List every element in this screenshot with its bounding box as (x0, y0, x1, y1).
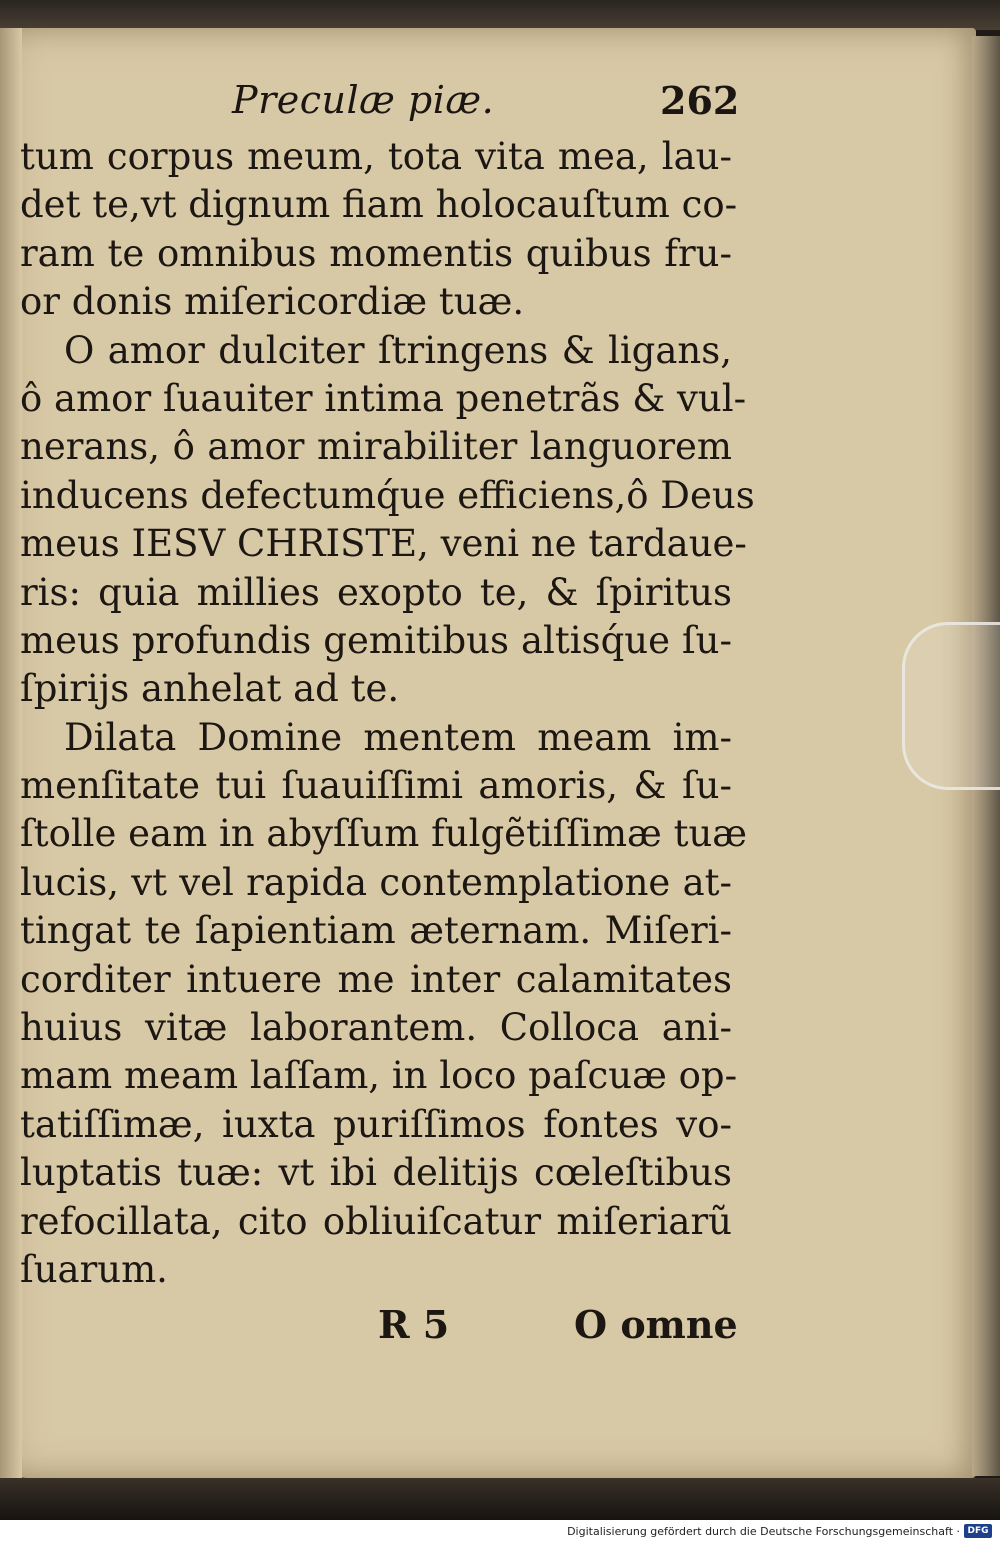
text-line: ram te omnibus momentis quibus fru- (20, 231, 732, 275)
page-clip (902, 622, 1000, 790)
dfg-credit (567, 1524, 992, 1538)
text-line: corditer intuere me inter calamitates (20, 957, 732, 1001)
text-line: refocillata, cito obliuiſcatur miſeriarũ (20, 1199, 732, 1243)
book-top-edge (0, 0, 1000, 30)
text-line: huius vitæ laborantem. Colloca ani- (20, 1006, 732, 1050)
text-line: det te,vt dignum fiam holocauſtum co- (20, 183, 738, 227)
running-head: Preculæ piæ. (232, 78, 495, 122)
text-line: or donis miſericordiæ tuæ. (20, 280, 525, 324)
text-line: inducens defectumq́ue efficiens,ô Deus (20, 473, 755, 517)
text-line: tum corpus meum, tota vita mea, lau- (20, 135, 732, 178)
text-line: meus profundis gemitibus altisq́ue ſu- (20, 618, 732, 662)
digitization-credit-bar (0, 1520, 1000, 1543)
credit-text: Digitalisierung gefördert durch die Deutsche Forschungsgemeinschaft · (567, 1524, 960, 1538)
text-line: ſtolle eam in abyſſum fulgẽtiſſimæ tuæ (20, 812, 748, 856)
text-line: O amor dulciter ſtringens & ligans, (64, 328, 732, 372)
text-line: ô amor ſuauiter intima penetrãs & vul- (20, 376, 747, 420)
page-footer (0, 1302, 1000, 1352)
text-line: ris: quia millies exopto te, & ſpiritus (20, 570, 732, 614)
text-line: mam meam laſſam, in loco paſcuæ op- (20, 1054, 738, 1098)
signature-mark: R 5 (378, 1302, 450, 1347)
book-gutter (0, 28, 22, 1478)
text-line: tatiſſimæ, iuxta puriſſimos fontes vo- (20, 1102, 732, 1146)
page-header (0, 78, 1000, 128)
text-line: luptatis tuæ: vt ibi delitijs cœleſtibus (20, 1151, 732, 1195)
text-line: meus IESV CHRISTE, veni ne tardaue- (20, 522, 747, 566)
page-number: 262 (660, 78, 740, 123)
text-line: menſitate tui ſuauiſſimi amoris, & ſu- (20, 764, 732, 808)
catchword: O omne (574, 1302, 738, 1347)
text-line: tingat te ſapientiam æternam. Miſeri- (20, 909, 732, 953)
book-bottom-edge (0, 1478, 1000, 1520)
text-line: lucis, vt vel rapida contemplatione at- (20, 860, 732, 904)
text-line: Dilata Domine mentem meam im- (64, 715, 732, 759)
text-line: ſpirijs anhelat ad te. (20, 667, 400, 711)
dfg-logo: DFG (964, 1524, 992, 1538)
text-line: nerans, ô amor mirabiliter languorem (20, 425, 732, 469)
body-text (20, 133, 755, 1294)
text-line: ſuarum. (20, 1247, 168, 1291)
